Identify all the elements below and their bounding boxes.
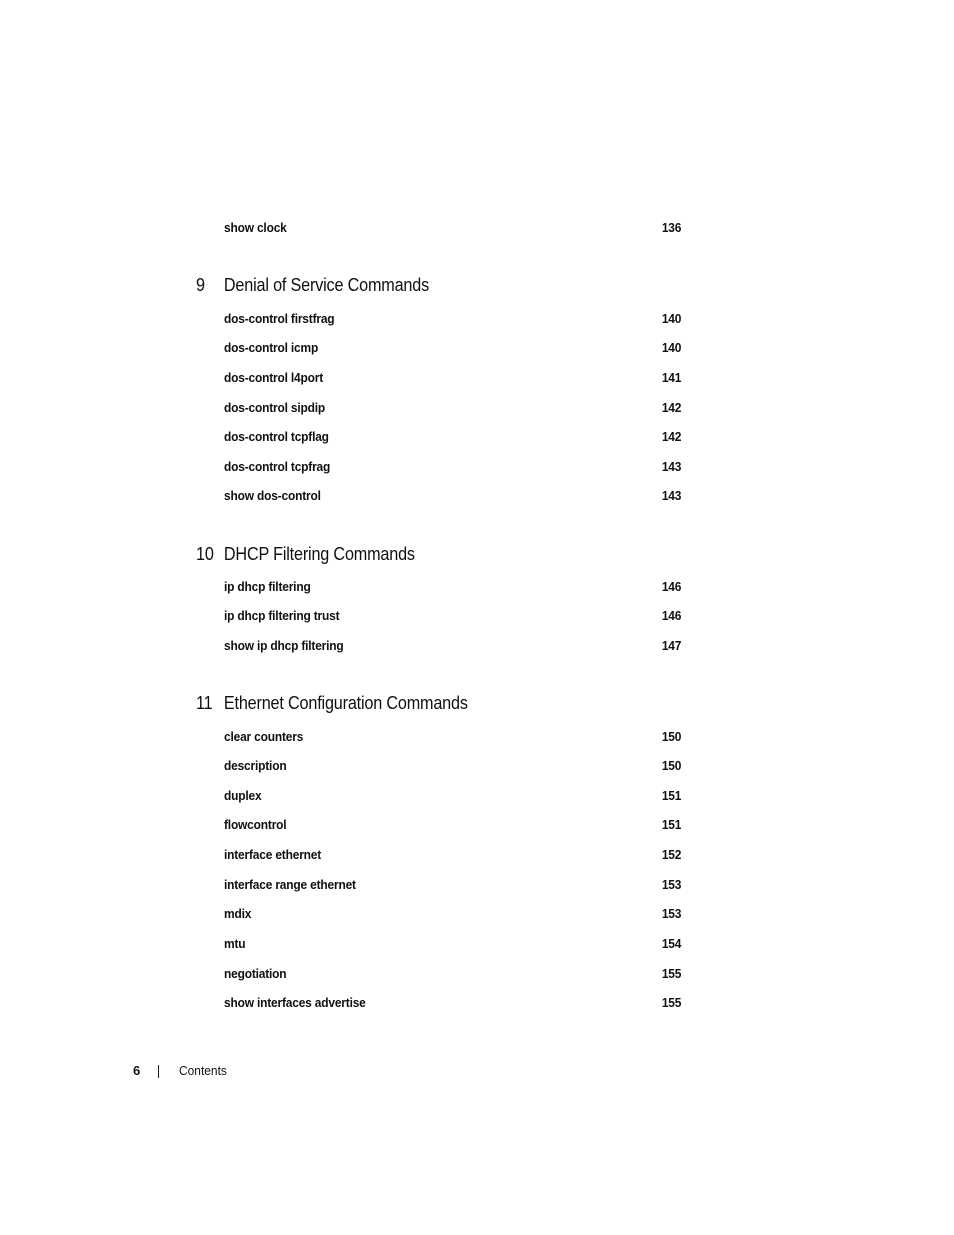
toc-entry[interactable]: [224, 786, 682, 806]
toc-entry[interactable]: [224, 368, 682, 388]
toc-entry-page: 140: [661, 340, 682, 355]
toc-entry[interactable]: [224, 309, 682, 329]
toc-entry[interactable]: [224, 993, 682, 1013]
toc-entry[interactable]: [224, 577, 682, 597]
footer-section-label: Contents: [179, 1063, 227, 1078]
toc-entry-page: 150: [661, 729, 682, 744]
toc-entry-page: 142: [661, 429, 682, 444]
toc-entry-page: 155: [661, 966, 682, 981]
toc-entry[interactable]: [224, 727, 682, 747]
toc-entry-page: 146: [661, 579, 682, 594]
toc-entry-page: 152: [661, 847, 682, 862]
toc-entry-title: show clock: [224, 220, 287, 235]
toc-entry[interactable]: [224, 934, 682, 954]
toc-entry-title: mdix: [224, 906, 252, 921]
toc-entry-title: ip dhcp filtering: [224, 579, 311, 594]
toc-entry-title: ip dhcp filtering trust: [224, 608, 340, 623]
toc-entry-page: 151: [661, 817, 682, 832]
toc-entry[interactable]: [224, 815, 682, 835]
toc-entry-page: 155: [661, 995, 682, 1010]
toc-entry-page: 151: [661, 788, 682, 803]
toc-entry[interactable]: [224, 875, 682, 895]
toc-entry[interactable]: [224, 904, 682, 924]
toc-entry-title: show dos-control: [224, 488, 321, 503]
footer-page-number: 6: [133, 1063, 141, 1078]
toc-entry-page: 146: [661, 608, 682, 623]
toc-entry-page: 142: [661, 400, 682, 415]
toc-entry-page: 143: [661, 459, 682, 474]
toc-entry[interactable]: [224, 398, 682, 418]
toc-entry-page: 153: [661, 906, 682, 921]
toc-entry-title: duplex: [224, 788, 262, 803]
toc-entry-page: 153: [661, 877, 682, 892]
chapter-number: 10: [196, 544, 214, 564]
toc-entry-page: 136: [661, 220, 682, 235]
toc-entry-title: show ip dhcp filtering: [224, 638, 344, 653]
toc-entry-title: flowcontrol: [224, 817, 287, 832]
toc-entry-title: dos-control tcpflag: [224, 429, 329, 444]
toc-entry-page: 147: [661, 638, 682, 653]
toc-entry[interactable]: [224, 486, 682, 506]
toc-entry[interactable]: [224, 636, 682, 656]
chapter-number: 11: [196, 693, 213, 713]
toc-entry-title: interface range ethernet: [224, 877, 356, 892]
toc-entry[interactable]: [224, 338, 682, 358]
toc-entry-title: dos-control icmp: [224, 340, 319, 355]
chapter-title: DHCP Filtering Commands: [223, 544, 415, 564]
chapter-title: Denial of Service Commands: [223, 275, 430, 295]
toc-entry-title: dos-control l4port: [224, 370, 324, 385]
toc-entry[interactable]: [224, 218, 682, 238]
toc-entry-title: mtu: [224, 936, 246, 951]
toc-entry-title: negotiation: [224, 966, 287, 981]
toc-entry-page: 140: [661, 311, 682, 326]
toc-entry-page: 143: [661, 488, 682, 503]
toc-entry-title: clear counters: [224, 729, 304, 744]
toc-entry[interactable]: [224, 845, 682, 865]
toc-entry-title: show interfaces advertise: [224, 995, 366, 1010]
toc-entry-title: dos-control firstfrag: [224, 311, 335, 326]
toc-entry[interactable]: [224, 457, 682, 477]
chapter-title: Ethernet Configuration Commands: [223, 693, 468, 713]
footer-separator: [158, 1065, 159, 1078]
toc-entry[interactable]: [224, 427, 682, 447]
chapter-number: 9: [196, 275, 205, 295]
toc-entry-title: description: [224, 758, 287, 773]
toc-entry-title: dos-control tcpfrag: [224, 459, 331, 474]
toc-entry-page: 141: [661, 370, 682, 385]
toc-entry[interactable]: [224, 606, 682, 626]
toc-entry-page: 150: [661, 758, 682, 773]
toc-entry-title: interface ethernet: [224, 847, 322, 862]
toc-entry-title: dos-control sipdip: [224, 400, 326, 415]
toc-entry[interactable]: [224, 964, 682, 984]
toc-entry[interactable]: [224, 756, 682, 776]
toc-entry-page: 154: [661, 936, 682, 951]
